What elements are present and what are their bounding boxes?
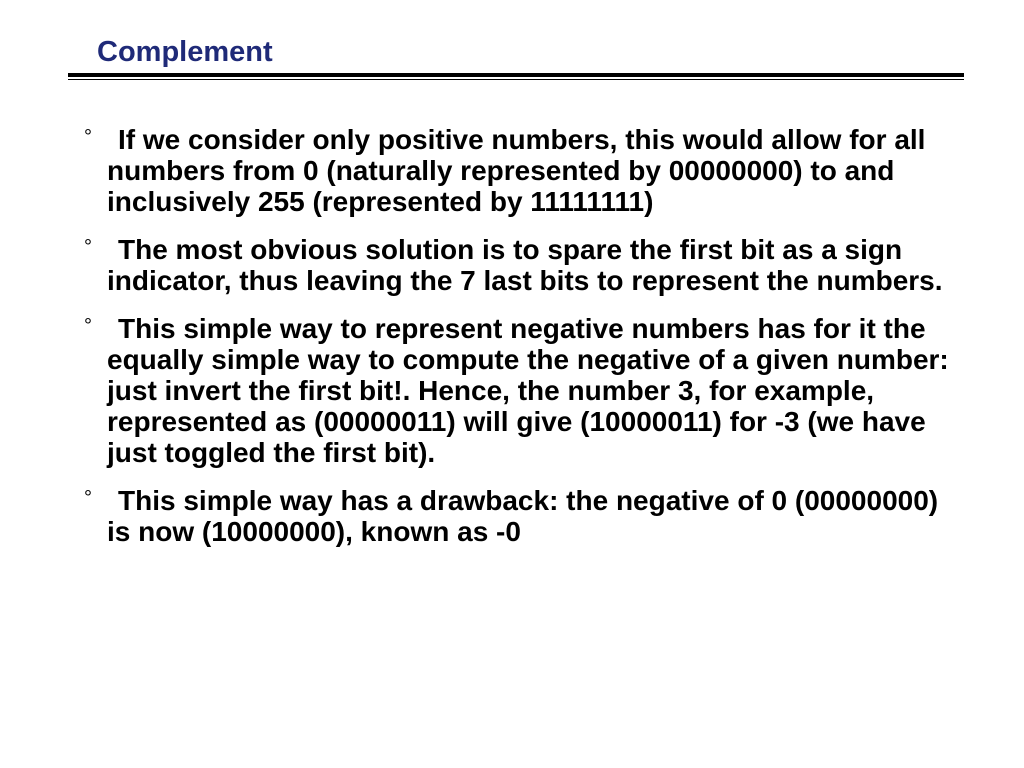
- bullet-marker-icon: °: [84, 236, 92, 258]
- bullet-item: [0, 313, 1024, 468]
- title-divider-thin: [68, 79, 964, 80]
- bullet-text: This simple way to represent negative numbers has for it the equally simple way to compute the negative of a given number: just invert the first bit!. Hence, the number 3, for example, represented as (00000011) will give (10000011) for -3 (we have just toggled the first bit).: [107, 313, 949, 468]
- title-divider-thick: [68, 73, 964, 77]
- bullet-marker-icon: °: [84, 315, 92, 337]
- bullet-item: [0, 234, 1024, 296]
- bullet-marker-icon: °: [84, 487, 92, 509]
- bullet-marker-icon: °: [84, 126, 92, 148]
- slide-title: Complement: [97, 36, 273, 68]
- bullet-list: [0, 124, 1024, 564]
- bullet-text: The most obvious solution is to spare the first bit as a sign indicator, thus leaving the 7 last bits to represent the numbers.: [107, 234, 943, 296]
- bullet-item: [0, 124, 1024, 217]
- bullet-text: This simple way has a drawback: the negative of 0 (00000000) is now (10000000), known as -0: [107, 485, 939, 547]
- bullet-item: [0, 485, 1024, 547]
- bullet-text: If we consider only positive numbers, this would allow for all numbers from 0 (naturally represented by 00000000) to and inclusively 255 (represented by 11111111): [107, 124, 926, 217]
